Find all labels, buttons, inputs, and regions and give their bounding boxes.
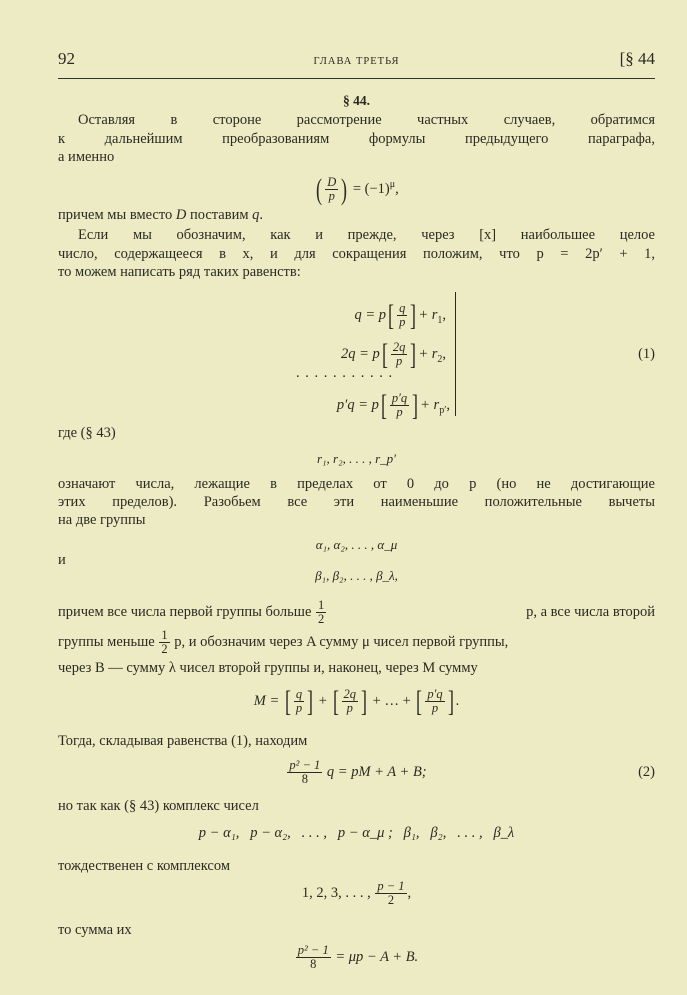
alpha-list: α₁, α₂, . . . , α_μ bbox=[315, 537, 398, 552]
frac-den: p bbox=[431, 701, 439, 716]
eq-tail: , bbox=[395, 180, 399, 197]
row-sub: p′ bbox=[439, 404, 447, 416]
eq-rhs: = μp − A + B. bbox=[335, 949, 419, 965]
text: поставим bbox=[186, 207, 253, 223]
paragraph-line: тождественен с комплексом bbox=[58, 858, 230, 874]
row-lhs: 2q = p bbox=[341, 346, 380, 362]
frac-den: p bbox=[346, 701, 353, 716]
complex-list: p − α₁, p − α₂, . . . , p − α_μ ; β₁, β₂, . . . , β_λ bbox=[198, 825, 515, 841]
text: p, а все числа второй bbox=[526, 604, 655, 620]
frac-num: 2q bbox=[343, 687, 357, 702]
system-row: p′q = p [ $\frac{p'q}{p}$ ] + $r_{p'}$, bbox=[336, 388, 450, 422]
paragraph-line: Оставляя в стороне рассмотрение частных случаев, обратимся bbox=[78, 112, 655, 128]
equation-legendre: ( $\frac{D}{p}$ ) = $(-1)^\mu$, bbox=[316, 172, 399, 206]
running-title: ГЛАВА ТРЕТЬЯ bbox=[313, 56, 400, 67]
paragraph-line: то сумма их bbox=[58, 922, 132, 938]
text: . bbox=[259, 207, 264, 223]
eq-tail: . bbox=[455, 693, 460, 709]
paragraph-line: число, содержащееся в x, и для сокращения положим, что p = 2p′ + 1, bbox=[58, 246, 655, 262]
frac-num: p² − 1 bbox=[289, 758, 321, 773]
page-header bbox=[58, 50, 655, 69]
equation-final bbox=[58, 942, 655, 972]
ellipsis-plus: + … + bbox=[372, 693, 411, 709]
frac-den: p bbox=[396, 405, 403, 420]
frac-num: q bbox=[295, 687, 303, 702]
equation-number: (2) bbox=[638, 764, 655, 780]
seq-text: 1, 2, 3, . . . , bbox=[301, 885, 371, 901]
text: группы меньше bbox=[58, 634, 155, 650]
frac-den: p bbox=[395, 354, 403, 369]
row-sub: 1 bbox=[437, 314, 443, 326]
paragraph-line: на две группы bbox=[58, 512, 146, 528]
row-tail: , bbox=[446, 397, 450, 413]
paragraph-line bbox=[58, 598, 655, 626]
var: q bbox=[252, 207, 260, 223]
text: p, и обозначим через A сумму μ чисел первой группы, bbox=[174, 634, 509, 650]
paragraph-line: где (§ 43) bbox=[58, 425, 116, 441]
frac-den: p bbox=[328, 189, 335, 203]
row-rhs: + r bbox=[418, 346, 438, 362]
row-tail: , bbox=[442, 346, 446, 362]
frac-num: p′q bbox=[391, 391, 408, 406]
row-sub: 2 bbox=[437, 353, 443, 365]
frac-num: p′q bbox=[427, 687, 443, 702]
system-dots: . . . . . . . . . . . bbox=[296, 365, 394, 381]
frac-num: p² − 1 bbox=[297, 943, 329, 958]
paragraph-line: и bbox=[58, 552, 66, 568]
text: причем все числа первой группы больше bbox=[58, 604, 312, 620]
eq-rhs: q = pM + A + B; bbox=[326, 764, 427, 780]
system-row: 2q = p [ $\frac{2q}{p}$ ] + $r_2$, bbox=[341, 337, 446, 371]
paragraph-line: означают числа, лежащие в пределах от 0 до p (но не достигающие bbox=[58, 476, 655, 492]
frac-num: 2q bbox=[392, 340, 406, 355]
frac-num: p − 1 bbox=[377, 879, 405, 894]
header-rule bbox=[58, 78, 655, 79]
frac-num: D bbox=[327, 175, 337, 189]
beta-list: β₁, β₂, . . . , β_λ, bbox=[315, 568, 398, 583]
row-rhs: + r bbox=[420, 397, 440, 413]
seq-tail: , bbox=[407, 885, 412, 901]
row-lhs: q = p bbox=[354, 307, 387, 323]
paragraph-line: через B — сумму λ чисел второй группы и, наконец, через M сумму bbox=[58, 660, 478, 676]
frac-num: q bbox=[399, 301, 406, 316]
frac-den: p bbox=[295, 701, 303, 716]
paragraph-line: Тогда, складывая равенства (1), находим bbox=[58, 733, 308, 749]
page-number: 92 bbox=[58, 49, 75, 68]
paragraph-line: но так как (§ 43) комплекс чисел bbox=[58, 798, 259, 814]
paragraph-line bbox=[58, 628, 655, 656]
paragraph-line: Если мы обозначим, как и прежде, через [x] наибольшее целое bbox=[78, 227, 655, 243]
section-ref: [§ 44 bbox=[619, 49, 655, 68]
eq-lhs: M = bbox=[253, 693, 280, 709]
sequence bbox=[58, 878, 655, 908]
paragraph-line: а именно bbox=[58, 149, 115, 165]
eq-exponent: μ bbox=[389, 179, 396, 190]
frac-den: 8 bbox=[301, 772, 308, 787]
paragraph-line: этих пределов). Разобьем все эти наименьшие положительные вычеты bbox=[58, 494, 655, 510]
equation-number: (1) bbox=[638, 346, 655, 362]
frac-den: 2 bbox=[318, 612, 325, 627]
system-row: q = p [ $\frac{q}{p}$ ] + $r_1$, bbox=[354, 298, 446, 332]
plus: + bbox=[318, 693, 327, 709]
var: D bbox=[175, 207, 187, 223]
frac-den: 2 bbox=[161, 642, 168, 657]
equation-2 bbox=[58, 757, 655, 787]
frac-den: 8 bbox=[310, 957, 317, 972]
row-rhs: + r bbox=[418, 307, 438, 323]
frac-num: 1 bbox=[161, 628, 168, 643]
eq-rhs: = (−1) bbox=[352, 180, 390, 197]
frac-num: 1 bbox=[318, 598, 325, 613]
residues-list: r₁, r₂, . . . , r_p′ bbox=[316, 451, 397, 466]
frac-den: 2 bbox=[387, 893, 395, 908]
section-title: § 44. bbox=[343, 93, 370, 108]
equation-M: M = [ $\frac{q}{p}$ ] + [ $\frac{2q}{p}$ ] + … + [ $\frac{p'q}{p}$ ] . bbox=[253, 684, 460, 718]
paragraph-line bbox=[58, 206, 655, 224]
text: причем мы вместо bbox=[58, 207, 176, 223]
paragraph-line: к дальнейшим преобразованиям формулы предыдущего параграфа, bbox=[58, 131, 655, 147]
row-tail: , bbox=[442, 307, 446, 323]
paragraph-line: то можем написать ряд таких равенств: bbox=[58, 264, 301, 280]
row-lhs: p′q = p bbox=[336, 397, 379, 413]
frac-den: p bbox=[399, 315, 406, 330]
